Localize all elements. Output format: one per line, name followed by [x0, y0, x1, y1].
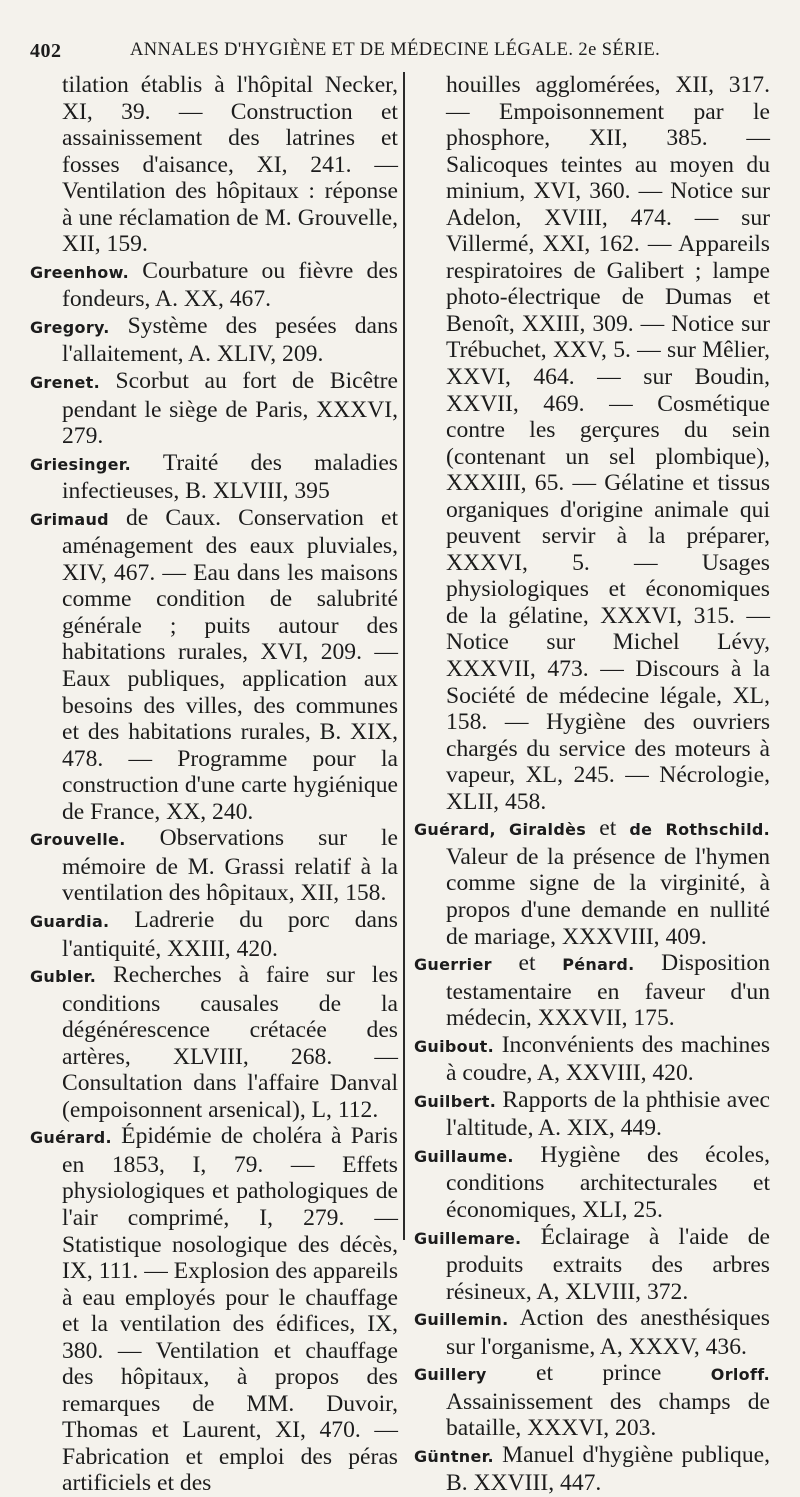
- author-name: Guibout.: [414, 1036, 494, 1056]
- author-name: Orloff.: [710, 1365, 770, 1385]
- author-name: Grimaud: [30, 509, 109, 529]
- left-column: [30, 72, 398, 1497]
- entry-text: Action des anesthésiques sur l'organisme, A, XXXV, 436.: [446, 1305, 770, 1360]
- author-name: Güntner.: [414, 1446, 494, 1466]
- author-name: Grenet.: [30, 373, 100, 393]
- index-entry-continuation: [414, 72, 770, 815]
- author-name: Grouvelle.: [30, 830, 126, 850]
- index-entry: [30, 313, 398, 368]
- author-name: Pénard.: [562, 955, 635, 975]
- index-entry: [30, 962, 398, 1123]
- author-name: Griesinger.: [30, 454, 132, 474]
- index-entry: [30, 505, 398, 826]
- right-column: [414, 72, 770, 1497]
- index-entry: [414, 1032, 770, 1087]
- index-entry: [30, 825, 398, 907]
- name-connector: et: [586, 815, 630, 842]
- entry-text: Système des pesées dans l'allaitement, A. XLIV, 209.: [62, 312, 398, 368]
- author-name: de Rothschild.: [629, 820, 771, 840]
- index-entry-continuation: [30, 72, 398, 258]
- entry-text: tilation établis à l'hôpital Necker, XI, 39. — Construction et assainissement des latrines et fosses d'aisance, XI, 241. — Ventilation des hôpitaux : réponse à une réclamation de M. Grouvelle, XII, 159.: [62, 72, 398, 258]
- entry-text: Recherches à faire sur les conditions causales de la dégénérescence crétacée des artères, XLVIII, 268. — Consultation dans l'affaire Danval (empoisonnent arsenical), L, 112.: [62, 962, 398, 1123]
- author-name: Guérard.: [30, 1128, 112, 1148]
- author-name: Guillemare.: [414, 1228, 522, 1248]
- author-name: Guerrier: [414, 955, 492, 975]
- name-connector: et: [491, 950, 563, 977]
- entry-text: Ladrerie du porc dans l'antiquité, XXIII, 420.: [62, 906, 398, 962]
- entry-text: houilles agglomérées, XII, 317. — Empoisonnement par le phosphore, XII, 385. — Salicoques teintes au moyen du minium, XVI, 360. — Notice sur Adelon, XVIII, 474. — sur Villermé, XXI, 162. — Appareils respiratoires de Galibert ; lampe photo-électrique de Dumas et Benoît, XXIII, 309. — Notice sur Trébuchet, XXV, 5. — sur Mêlier, XXVI, 464. — sur Boudin, XXVII, 469. — Cosmétique contre les gerçures du sein (contenant un sel plombique), XXXIII, 65. — Gélatine et tissus organiques d'origine animale qui peuvent servir à la préparer, XXXVI, 5. — Usages physiologiques et économiques de la gélatine, XXXVI, 315. — Notice sur Michel Lévy, XXXVII, 473. — Discours à la Société de médecine légale, XL, 158. — Hygiène des ouvriers chargés du service des moteurs à vapeur, XL, 245. — Nécrologie, XLII, 458.: [446, 72, 770, 815]
- entry-text: Traité des maladies infectieuses, B. XLVIII, 395: [62, 449, 398, 505]
- running-title: ANNALES D'HYGIÈNE ET DE MÉDECINE LÉGALE. 2e SÉRIE.: [130, 40, 661, 60]
- author-name: Guardia.: [30, 911, 110, 931]
- author-name: Guillemin.: [414, 1310, 509, 1330]
- entry-text: Manuel d'hygiène publique, B. XXVIII, 447.: [446, 1441, 770, 1497]
- index-entry: [414, 1360, 770, 1442]
- entry-text: de Caux. Conservation et aménagement des eaux pluviales, XIV, 467. — Eau dans les maisons comme condition de salubrité générale ; puits autour des habitations rurales, XVI, 209. — Eaux publiques, application aux besoins des villes, des communes et des habitations rurales, B. XIX, 478. — Programme pour la construction d'une carte hygiénique de France, XX, 240.: [62, 504, 398, 825]
- entry-text: Inconvénients des machines à coudre, A, XXVIII, 420.: [446, 1031, 770, 1087]
- entry-text: Épidémie de choléra à Paris en 1853, I, 79. — Effets physiologiques et pathologiques de l'air comprimé, I, 279. — Statistique nosologique des décès, IX, 111. — Explosion des appareils à eau employés pour le chauffage et la ventilation des édifices, IX, 380. — Ventilation et chauffage des hôpitaux, à propos des remarques de MM. Duvoir, Thomas et Laurent, XI, 470. — Fabrication et emploi des péras artificiels et des: [62, 1123, 398, 1497]
- index-entry: [414, 1087, 770, 1142]
- entry-text: Courbature ou fièvre des fondeurs, A. XX, 467.: [62, 257, 398, 313]
- author-name: Guilbert.: [414, 1091, 497, 1111]
- entry-text: Rapports de la phthisie avec l'altitude, A. XIX, 449.: [446, 1086, 770, 1142]
- page-number: 402: [30, 40, 62, 62]
- index-entry: [414, 1142, 770, 1224]
- author-name: Greenhow.: [30, 262, 130, 282]
- author-name: Guillaume.: [414, 1146, 514, 1166]
- index-entry: [414, 1442, 770, 1497]
- entry-text: Éclairage à l'aide de produits extraits des arbres résineux, A, XLVIII, 372.: [446, 1223, 770, 1305]
- author-name: Guérard,: [414, 820, 496, 840]
- entry-text: Valeur de la présence de l'hymen comme signe de la virginité, à propos d'une demande en nullité de mariage, XXXVIII, 409.: [446, 843, 770, 950]
- author-name: Giraldès: [509, 820, 587, 840]
- author-name: Gregory.: [30, 317, 110, 337]
- index-entry: [414, 950, 770, 1032]
- entry-text: Scorbut au fort de Bicêtre pendant le siège de Paris, XXXVI, 279.: [62, 368, 398, 450]
- index-entry: [30, 1123, 398, 1497]
- name-connector: [496, 815, 509, 841]
- index-entry: [414, 1224, 770, 1306]
- column-rule: [403, 72, 405, 1240]
- running-header: [30, 30, 760, 64]
- entry-text: Hygiène des écoles, conditions architecturales et économiques, XLI, 25.: [446, 1141, 770, 1223]
- index-entry: [414, 1305, 770, 1360]
- entry-text: Observations sur le mémoire de M. Grassi relatif à la ventilation des hôpitaux, XII, 158.: [62, 825, 398, 907]
- index-entry: [30, 907, 398, 962]
- entry-text: Assainissement des champs de bataille, XXXVI, 203.: [446, 1388, 770, 1442]
- index-entry: [30, 258, 398, 313]
- entry-text: Disposition testamentaire en faveur d'un médecin, XXXVII, 175.: [446, 950, 770, 1032]
- name-connector: et prince: [486, 1360, 711, 1387]
- index-entry: [30, 368, 398, 450]
- index-entry: [30, 450, 398, 505]
- author-name: Guillery: [414, 1365, 487, 1385]
- index-entry: [414, 815, 770, 950]
- author-name: Gubler.: [30, 967, 97, 987]
